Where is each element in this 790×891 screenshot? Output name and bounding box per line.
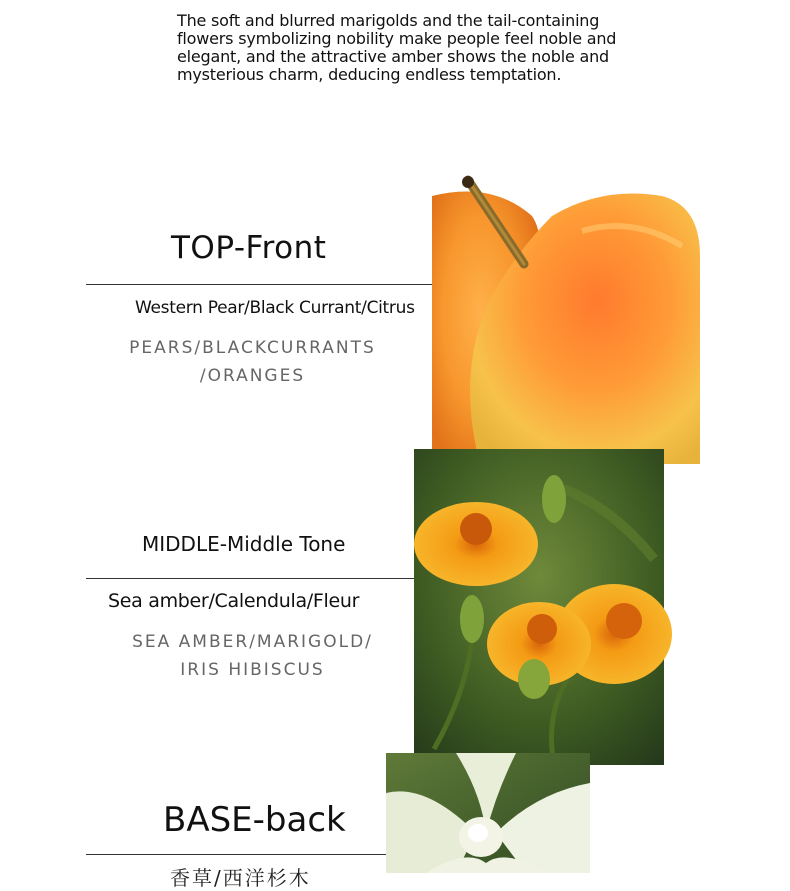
top-note-english-line2: /ORANGES [199, 366, 306, 386]
middle-note-title: MIDDLE-Middle Tone [142, 532, 346, 556]
middle-note-english-line2: IRIS HIBISCUS [180, 660, 325, 680]
marigold-photo [414, 449, 664, 765]
base-note-divider [86, 854, 427, 855]
middle-note-english [110, 628, 395, 684]
top-note-english-line1: PEARS/BLACKCURRANTS [129, 338, 376, 358]
top-note-divider [86, 284, 478, 285]
middle-note-ingredients: Sea amber/Calendula/Fleur [108, 590, 360, 612]
top-note-english [110, 334, 395, 390]
intro-paragraph: The soft and blurred marigolds and the tail-containing flowers symbolizing nobility make people feel noble and elegant, and the attractive amber shows the noble and mysterious charm, deducing endless temptation. [177, 11, 617, 84]
base-note-ingredients: 香草/西洋杉木 [170, 866, 311, 890]
top-note-ingredients: Western Pear/Black Currant/Citrus [135, 298, 415, 318]
middle-note-divider [86, 578, 414, 579]
base-note-title: BASE-back [163, 800, 346, 840]
top-note-title: TOP-Front [171, 230, 327, 266]
middle-note-english-line1: SEA AMBER/MARIGOLD/ [132, 632, 373, 652]
orchid-photo [386, 753, 590, 873]
pear-photo [432, 176, 700, 464]
